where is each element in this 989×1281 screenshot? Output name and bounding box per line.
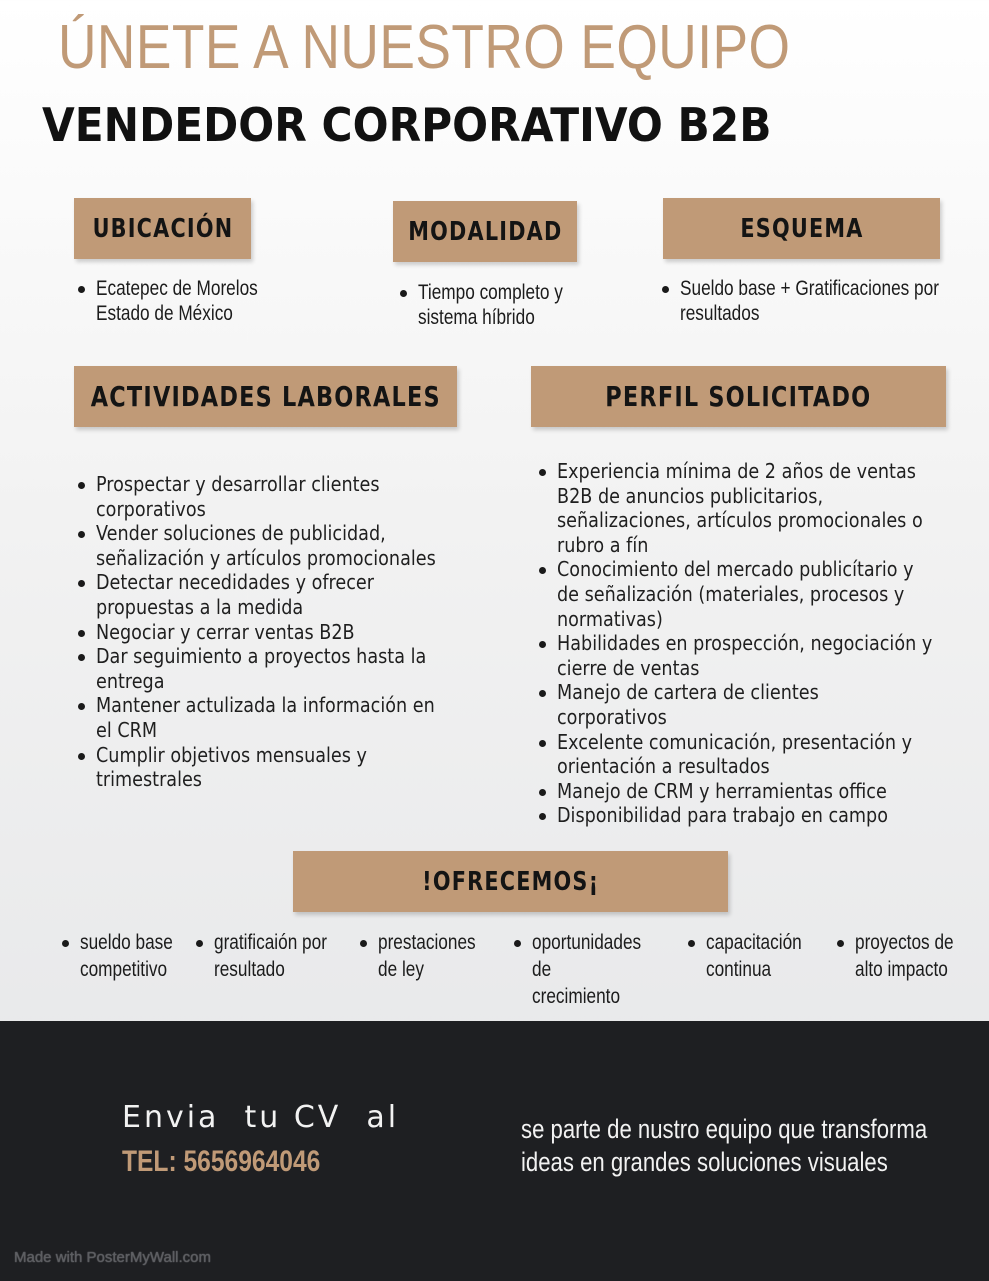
watermark: Made with PosterMyWall.com <box>14 1249 211 1266</box>
list-item: capacitación continua <box>684 929 834 983</box>
list-item: Experiencia mínima de 2 años de ventas B2B de anuncios publicitarios, señalizaciones, artículos promocionales o rubro a fín <box>535 459 955 557</box>
esquema-list <box>658 276 958 326</box>
list-item: Excelente comunicación, presentación y orientación a resultados <box>535 730 955 779</box>
esquema-tag: ESQUEMA <box>663 198 940 259</box>
actividades-list <box>74 472 474 792</box>
ubicacion-tag: UBICACIÓN <box>74 198 251 259</box>
list-item: proyectos de alto impacto <box>833 929 983 983</box>
modalidad-list <box>396 280 596 330</box>
list-item: Tiempo completo y sistema híbrido <box>396 280 596 330</box>
list-item: Habilidades en prospección, negociación y cierre de ventas <box>535 631 955 680</box>
ubicacion-list <box>74 276 274 326</box>
list-item: Ecatepec de Morelos Estado de México <box>74 276 274 326</box>
list-item: Manejo de CRM y herramientas office <box>535 779 955 804</box>
offer-item-6 <box>833 929 983 983</box>
list-item: Prospectar y desarrollar clientes corporativos <box>74 472 474 521</box>
footer-tagline: se parte de nustro equipo que transforma ideas en grandes soluciones visuales <box>521 1114 928 1177</box>
list-item: Disponibilidad para trabajo en campo <box>535 803 955 828</box>
list-item: prestaciones de ley <box>356 929 506 983</box>
offer-item-4 <box>510 929 670 1010</box>
perfil-list <box>535 459 955 828</box>
offer-item-3 <box>356 929 506 983</box>
list-item: sueldo base competitivo <box>58 929 218 983</box>
modalidad-tag: MODALIDAD <box>393 201 577 262</box>
list-item: Dar seguimiento a proyectos hasta la entrega <box>74 644 474 693</box>
list-item: Vender soluciones de publicidad, señalización y artículos promocionales <box>74 521 474 570</box>
list-item: Cumplir objetivos mensuales y trimestrales <box>74 743 474 792</box>
list-item: Mantener actulizada la información en el CRM <box>74 693 474 742</box>
list-item: Manejo de cartera de clientes corporativos <box>535 680 955 729</box>
list-item: Sueldo base + Gratificaciones por resultados <box>658 276 958 326</box>
send-cv-text: Envia tu CV al <box>122 1100 400 1135</box>
join-team-heading: ÚNETE A NUESTRO EQUIPO <box>58 13 791 82</box>
phone-number[interactable]: TEL: 5656964046 <box>122 1145 321 1178</box>
list-item: gratificaión por resultado <box>192 929 362 983</box>
list-item: Conocimiento del mercado publicítario y de señalización (materiales, procesos y normativas) <box>535 557 955 631</box>
actividades-tag: ACTIVIDADES LABORALES <box>74 366 457 427</box>
ofrecemos-tag: !OFRECEMOS¡ <box>293 851 728 912</box>
list-item: Detectar necedidades y ofrecer propuestas a la medida <box>74 570 474 619</box>
offer-item-2 <box>192 929 362 983</box>
list-item: oportunidades de crecimiento <box>510 929 670 1010</box>
job-title: VENDEDOR CORPORATIVO B2B <box>42 98 772 152</box>
perfil-tag: PERFIL SOLICITADO <box>531 366 946 427</box>
offer-item-5 <box>684 929 834 983</box>
list-item: Negociar y cerrar ventas B2B <box>74 620 474 645</box>
